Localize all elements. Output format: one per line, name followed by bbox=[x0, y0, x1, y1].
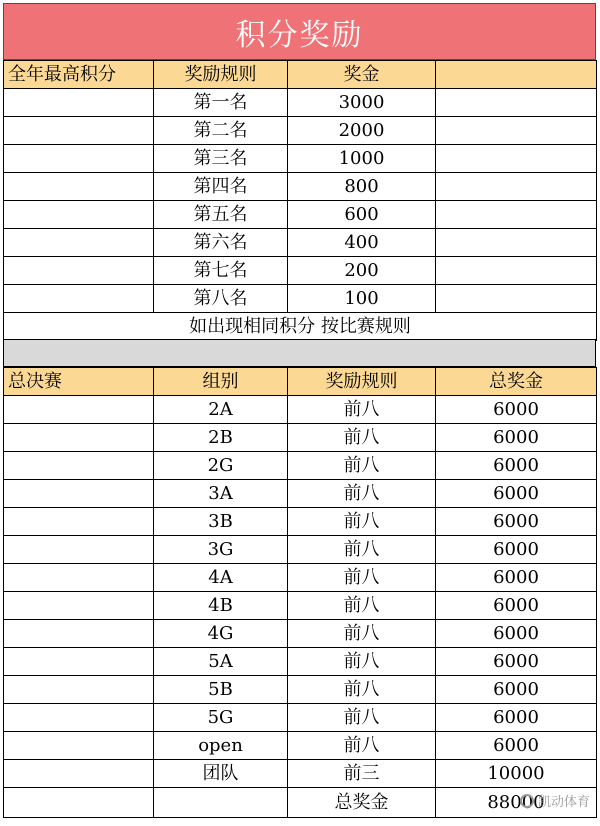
rule-cell: 前八 bbox=[288, 648, 436, 676]
prize-cell: 6000 bbox=[436, 732, 597, 760]
prize-cell: 6000 bbox=[436, 648, 597, 676]
prize-cell: 6000 bbox=[436, 396, 597, 424]
table-row bbox=[4, 229, 597, 257]
rank-cell: 第五名 bbox=[154, 201, 288, 229]
table-row bbox=[4, 732, 597, 760]
table-row bbox=[4, 760, 597, 788]
table-row bbox=[4, 592, 597, 620]
prize-cell: 6000 bbox=[436, 592, 597, 620]
rule-cell: 前八 bbox=[288, 704, 436, 732]
table-row bbox=[4, 508, 597, 536]
prize-cell: 200 bbox=[288, 257, 436, 285]
prize-cell: 6000 bbox=[436, 424, 597, 452]
table-row bbox=[4, 201, 597, 229]
table-row bbox=[4, 424, 597, 452]
rule-cell: 前八 bbox=[288, 508, 436, 536]
table-row bbox=[4, 145, 597, 173]
table-row bbox=[4, 452, 597, 480]
table-row bbox=[4, 536, 597, 564]
rank-cell: 第八名 bbox=[154, 285, 288, 313]
rule-cell: 前八 bbox=[288, 424, 436, 452]
rule-cell: 前八 bbox=[288, 676, 436, 704]
group-cell: 5G bbox=[154, 704, 288, 732]
rank-cell: 第四名 bbox=[154, 173, 288, 201]
section-divider bbox=[3, 339, 596, 367]
annual-header-col4 bbox=[436, 61, 597, 89]
table-row bbox=[4, 564, 597, 592]
page-title: 积分奖励 bbox=[235, 17, 364, 53]
table-row bbox=[4, 480, 597, 508]
total-row bbox=[4, 788, 597, 818]
annual-header-col1: 全年最高积分 bbox=[4, 61, 154, 89]
finals-header-col2: 组别 bbox=[154, 368, 288, 396]
rule-cell: 前八 bbox=[288, 480, 436, 508]
prize-cell: 1000 bbox=[288, 145, 436, 173]
rank-cell: 第七名 bbox=[154, 257, 288, 285]
rule-cell: 前八 bbox=[288, 536, 436, 564]
table-row bbox=[4, 285, 597, 313]
rank-cell: 第二名 bbox=[154, 117, 288, 145]
prize-cell: 6000 bbox=[436, 564, 597, 592]
finals-header-col1: 总决赛 bbox=[4, 368, 154, 396]
title-banner bbox=[3, 3, 596, 60]
group-cell: 3A bbox=[154, 480, 288, 508]
prize-cell: 2000 bbox=[288, 117, 436, 145]
prize-cell: 10000 bbox=[436, 760, 597, 788]
group-cell: 3B bbox=[154, 508, 288, 536]
prize-cell: 6000 bbox=[436, 508, 597, 536]
prize-cell: 400 bbox=[288, 229, 436, 257]
table-row bbox=[4, 676, 597, 704]
table-row bbox=[4, 257, 597, 285]
table-row bbox=[4, 620, 597, 648]
group-cell: 2A bbox=[154, 396, 288, 424]
prize-cell: 6000 bbox=[436, 480, 597, 508]
group-cell: 4G bbox=[154, 620, 288, 648]
finals-header-row bbox=[4, 368, 597, 396]
rank-cell: 第六名 bbox=[154, 229, 288, 257]
watermark-text: 凯动体育 bbox=[537, 795, 590, 810]
tie-rule-note: 如出现相同积分 按比赛规则 bbox=[4, 313, 597, 341]
prize-cell: 6000 bbox=[436, 620, 597, 648]
rank-cell: 第一名 bbox=[154, 89, 288, 117]
prize-cell: 800 bbox=[288, 173, 436, 201]
group-cell: 5B bbox=[154, 676, 288, 704]
group-cell: 3G bbox=[154, 536, 288, 564]
group-cell: 团队 bbox=[154, 760, 288, 788]
prize-cell: 3000 bbox=[288, 89, 436, 117]
group-cell: 2G bbox=[154, 452, 288, 480]
prize-cell: 100 bbox=[288, 285, 436, 313]
table-row bbox=[4, 704, 597, 732]
rule-cell: 前八 bbox=[288, 732, 436, 760]
finals-table bbox=[3, 367, 597, 818]
annual-header-col3: 奖金 bbox=[288, 61, 436, 89]
table-row bbox=[4, 173, 597, 201]
watermark-logo-icon bbox=[520, 794, 534, 808]
table-row bbox=[4, 89, 597, 117]
rule-cell: 前八 bbox=[288, 452, 436, 480]
prize-cell: 6000 bbox=[436, 704, 597, 732]
prize-cell: 6000 bbox=[436, 676, 597, 704]
total-value: 88000 bbox=[436, 788, 597, 818]
prize-cell: 6000 bbox=[436, 536, 597, 564]
rule-cell: 前八 bbox=[288, 564, 436, 592]
note-row bbox=[4, 313, 597, 341]
group-cell: 2B bbox=[154, 424, 288, 452]
watermark bbox=[520, 791, 590, 810]
group-cell: open bbox=[154, 732, 288, 760]
group-cell: 4B bbox=[154, 592, 288, 620]
finals-header-col3: 奖励规则 bbox=[288, 368, 436, 396]
annual-header-col2: 奖励规则 bbox=[154, 61, 288, 89]
table-row bbox=[4, 117, 597, 145]
annual-header-row bbox=[4, 61, 597, 89]
prize-cell: 600 bbox=[288, 201, 436, 229]
table-row bbox=[4, 648, 597, 676]
rule-cell: 前八 bbox=[288, 396, 436, 424]
rule-cell: 前八 bbox=[288, 592, 436, 620]
prize-cell: 6000 bbox=[436, 452, 597, 480]
group-cell: 5A bbox=[154, 648, 288, 676]
annual-points-table bbox=[3, 60, 597, 341]
table-row bbox=[4, 396, 597, 424]
rule-cell: 前三 bbox=[288, 760, 436, 788]
group-cell: 4A bbox=[154, 564, 288, 592]
finals-header-col4: 总奖金 bbox=[436, 368, 597, 396]
total-label: 总奖金 bbox=[288, 788, 436, 818]
rank-cell: 第三名 bbox=[154, 145, 288, 173]
rule-cell: 前八 bbox=[288, 620, 436, 648]
